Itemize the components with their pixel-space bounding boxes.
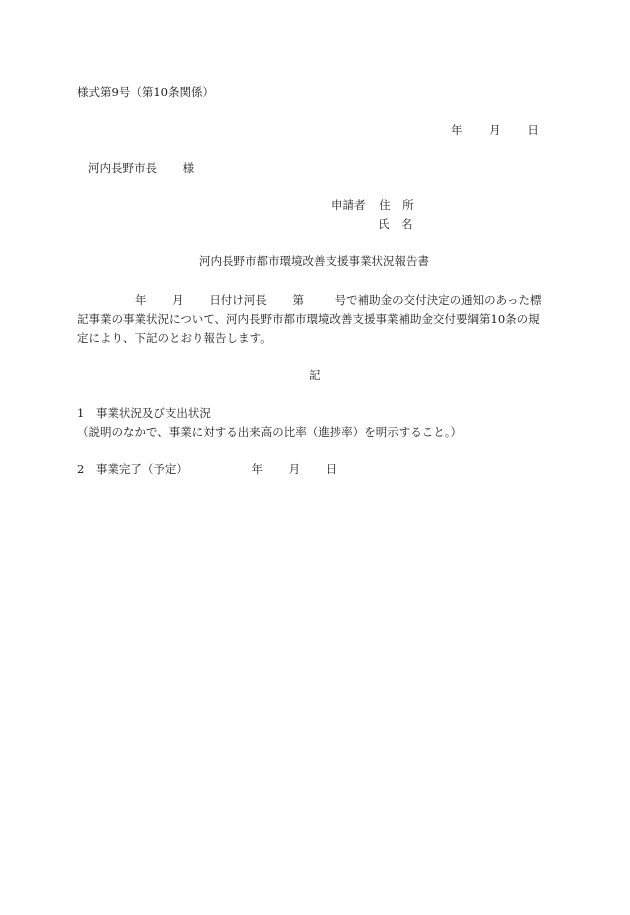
applicant-label: 申請者 (331, 198, 366, 212)
date-line (451, 124, 539, 138)
applicant-name-label: 氏 名 (378, 217, 413, 231)
body-line-1 (77, 294, 542, 308)
item-1-note: （説明のなかで、事業に対する出来高の比率（進捗率）を明示すること。） (77, 425, 463, 439)
addressee-honorific: 様 (182, 161, 195, 175)
date-day-label: 日 (527, 123, 539, 137)
item-2-row (77, 463, 337, 477)
applicant-address-label: 住 所 (379, 198, 414, 212)
item-2-year: 年 (251, 462, 263, 476)
addressee (88, 162, 194, 176)
item-1-title: 1 事業状況及び支出状況 (77, 406, 211, 420)
body-line-2: 記事業の事業状況について、河内長野市都市環境改善支援事業補助金交付要綱第10条の規 (77, 312, 540, 326)
body-day-suffix: 日付け河長 (209, 293, 267, 307)
ki-heading: 記 (309, 368, 321, 382)
body-line-1-rest: 号で補助金の交付決定の通知のあった標 (334, 293, 542, 307)
form-number: 様式第9号（第10条関係） (77, 85, 214, 99)
date-month-label: 月 (489, 123, 501, 137)
item-2-day: 日 (325, 462, 338, 476)
item-2-month: 月 (288, 462, 301, 476)
addressee-name: 河内長野市長 (88, 161, 157, 175)
applicant-address-row (331, 199, 414, 213)
body-year: 年 (135, 293, 147, 307)
date-year-label: 年 (451, 123, 463, 137)
document-title: 河内長野市都市環境改善支援事業状況報告書 (199, 254, 429, 268)
item-2-title: 2 事業完了（予定） (77, 462, 188, 476)
body-dai: 第 (292, 293, 304, 307)
body-line-3: 定により、下記のとおり報告します。 (77, 331, 272, 345)
body-month: 月 (172, 293, 184, 307)
